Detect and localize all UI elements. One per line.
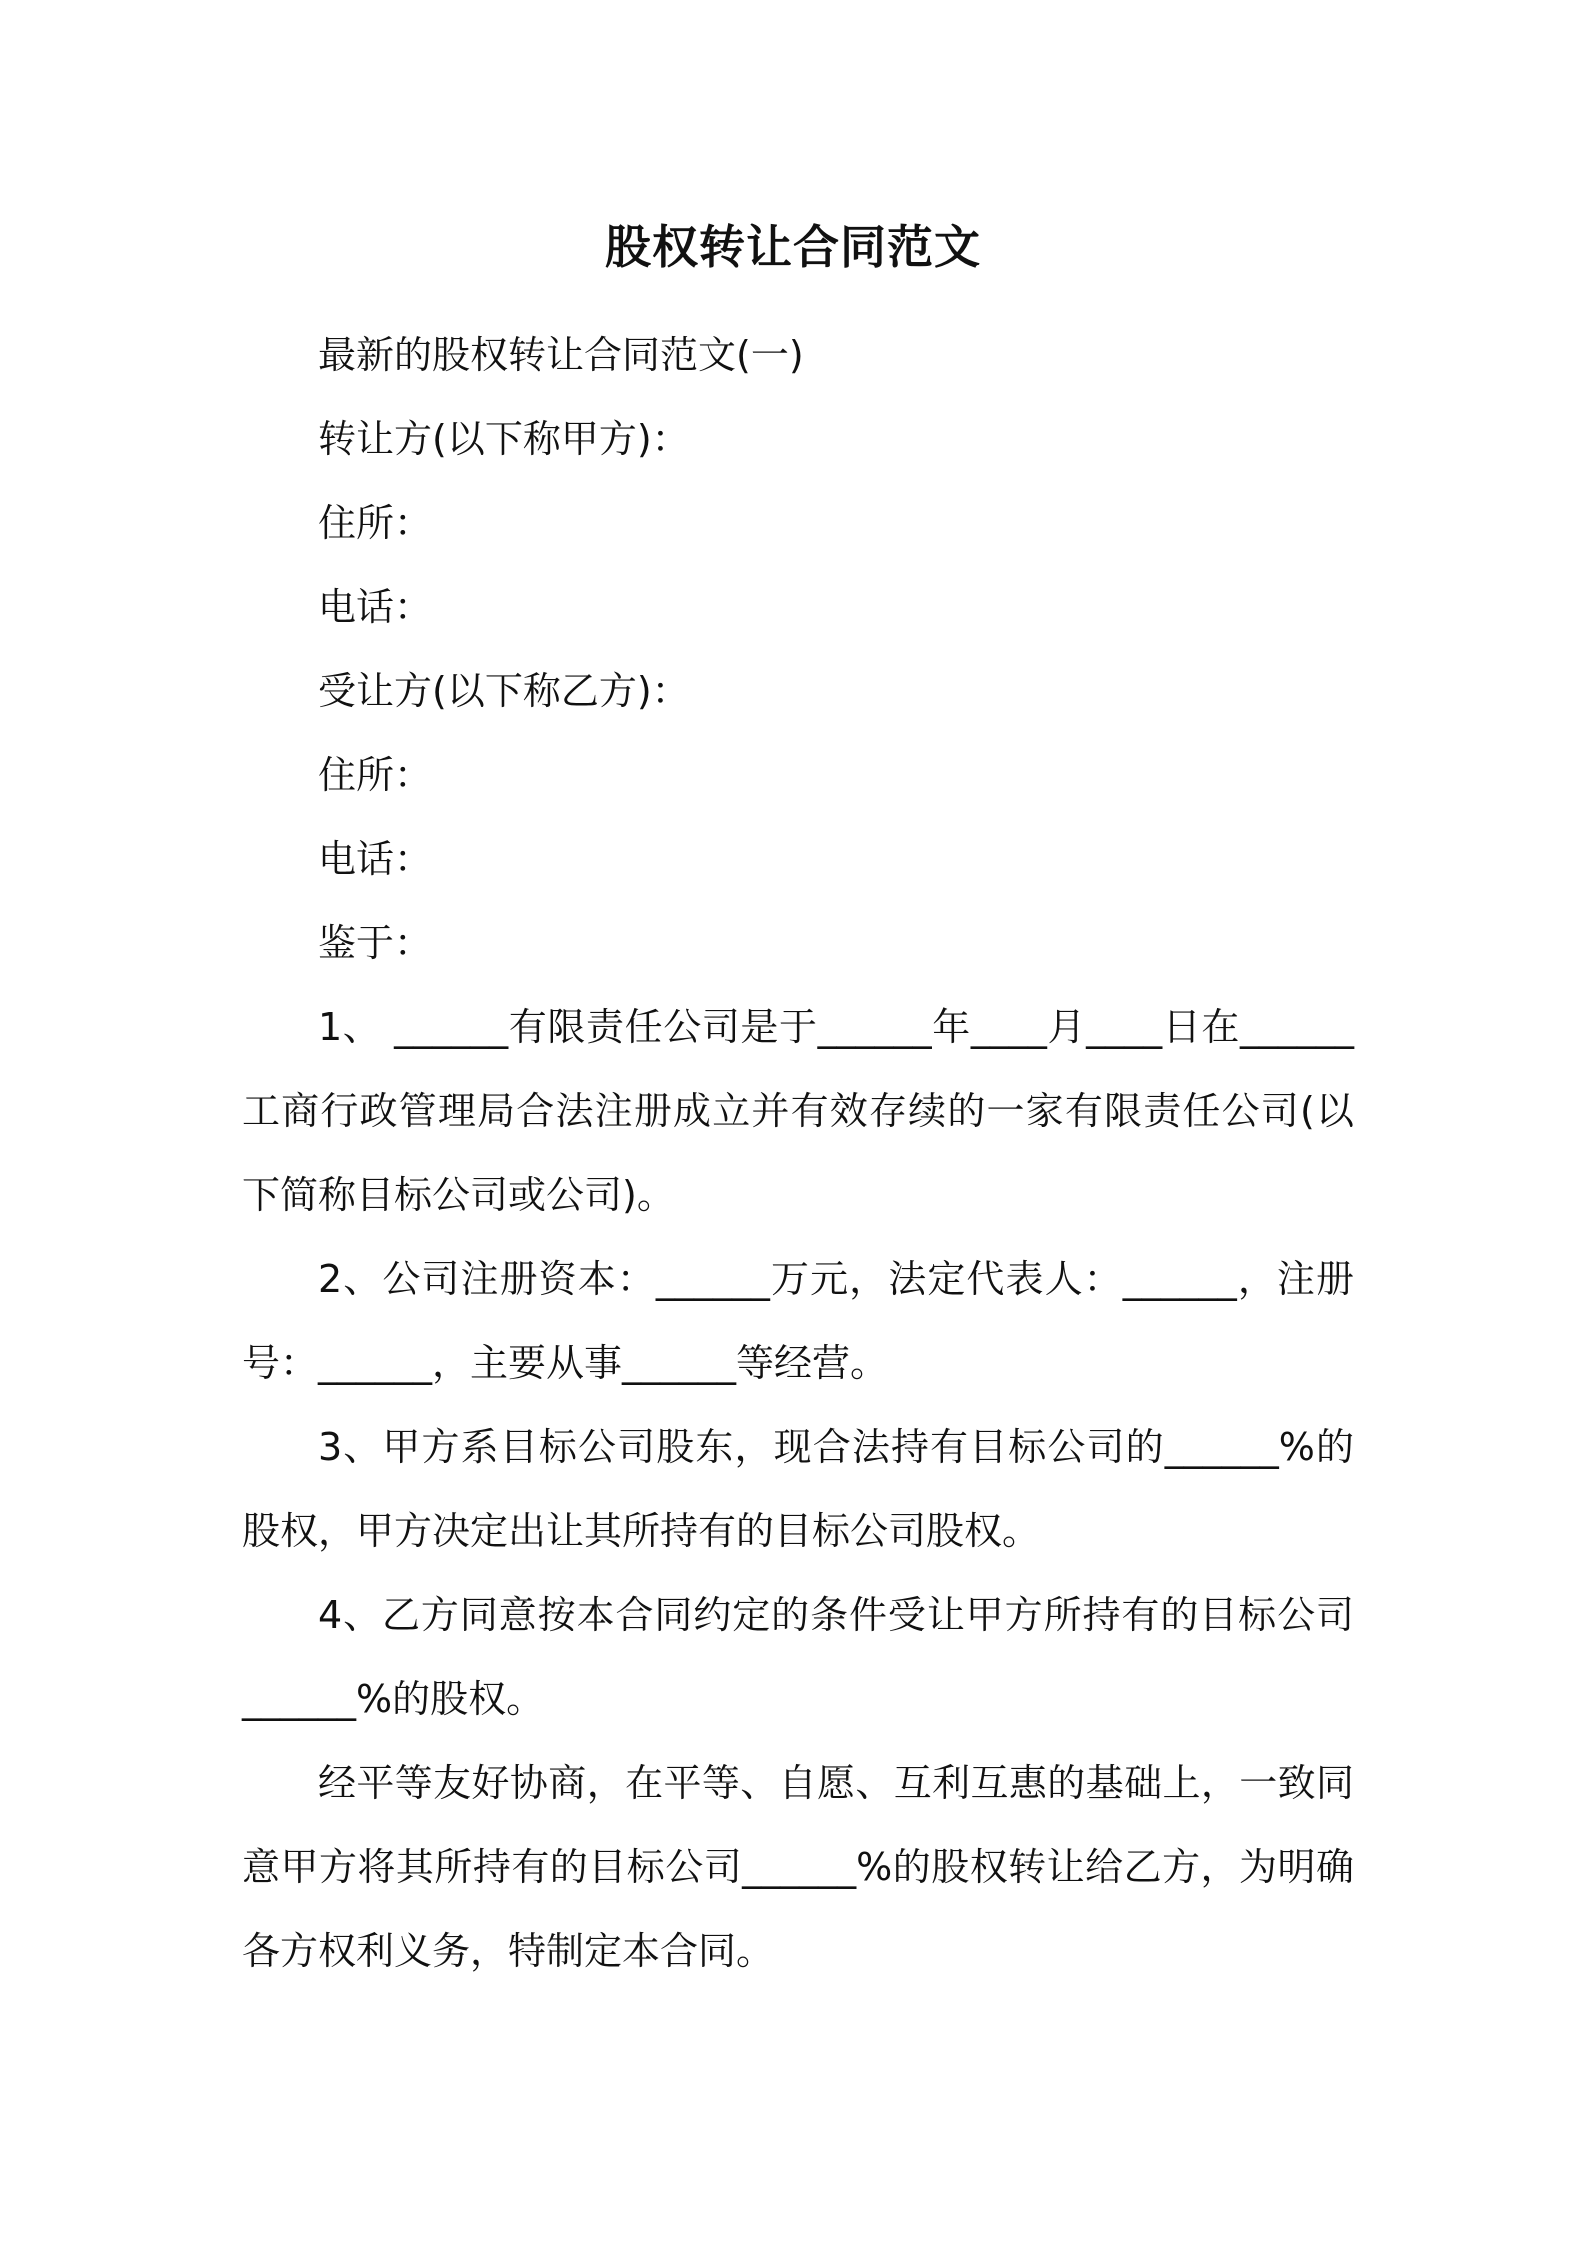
transferee-address-label: 住所： xyxy=(318,753,433,797)
closing-paragraph: 经平等友好协商，在平等、自愿、互利互惠的基础上，一致同意甲方将其所持有的目标公司______%的股权转让给乙方，为明确各方权利义务，特制定本合同。 xyxy=(242,1761,1354,1973)
whereas-label: 鉴于： xyxy=(318,921,433,965)
document-subtitle: 最新的股权转让合同范文(一) xyxy=(318,333,804,377)
transferor-phone-label: 电话： xyxy=(318,585,433,629)
transferee-phone-label: 电话： xyxy=(318,837,433,881)
document-title: 股权转让合同范文 xyxy=(605,220,981,274)
transferee-label: 受让方(以下称乙方)： xyxy=(318,669,690,713)
clause-3-paragraph: 3、甲方系目标公司股东，现合法持有目标公司的______%的股权，甲方决定出让其所持有的目标公司股权。 xyxy=(242,1425,1354,1553)
transferor-label: 转让方(以下称甲方)： xyxy=(318,417,690,461)
clause-1-paragraph: 1、 ______有限责任公司是于______年____月____日在______工商行政管理局合法注册成立并有效存续的一家有限责任公司(以下简称目标公司或公司)。 xyxy=(242,1005,1354,1217)
clause-2-paragraph: 2、公司注册资本：______万元，法定代表人：______，注册号：______，主要从事______等经营。 xyxy=(242,1257,1354,1385)
transferor-address-label: 住所： xyxy=(318,501,433,545)
clause-4-paragraph: 4、乙方同意按本合同约定的条件受让甲方所持有的目标公司______%的股权。 xyxy=(242,1593,1354,1721)
